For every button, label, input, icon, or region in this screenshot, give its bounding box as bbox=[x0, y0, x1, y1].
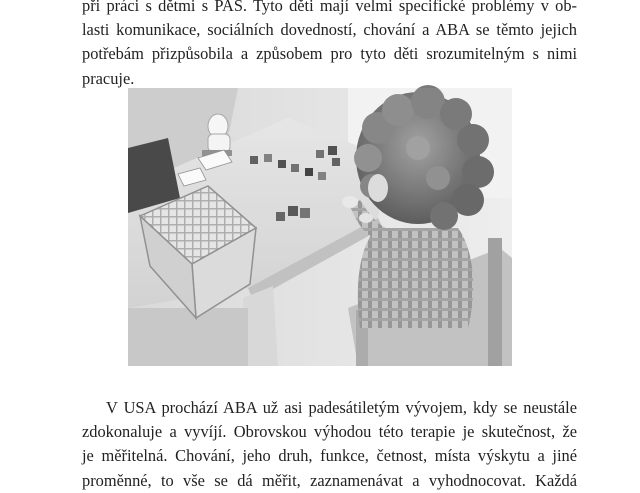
text-line: V USA prochází ABA už asi padesátiletým vývojem, kdy se neustále bbox=[106, 398, 577, 417]
text-line: pracuje. bbox=[82, 68, 135, 88]
text-line: lasti komunikace, sociálních dovedností, chování a ABA se těmto jejich bbox=[82, 20, 577, 40]
text-line: je měřitelná. Chování, jeho druh, funkce, četnost, místa výskytu a jiné bbox=[82, 446, 577, 466]
text-line: potřebám přizpůsobila a způsobem pro tyto děti srozumitelným s nimi bbox=[82, 44, 577, 64]
photo-illustration bbox=[128, 88, 512, 366]
text-line: proměnné, to vše se dá měřit, zaznamenávat a vyhodnocovat. Každá bbox=[82, 470, 577, 490]
text-line: zdokonaluje a vyvíjí. Obrovskou výhodou této terapie je skutečnost, že bbox=[82, 422, 577, 442]
paragraph-bottom bbox=[82, 396, 577, 493]
photo-child-at-desk bbox=[128, 88, 512, 366]
photo-overlay bbox=[128, 88, 512, 366]
paragraph-top bbox=[82, 0, 577, 91]
text-line: při práci s dětmi s PAS. Tyto děti mají velmi specifické problémy v ob- bbox=[82, 0, 577, 15]
